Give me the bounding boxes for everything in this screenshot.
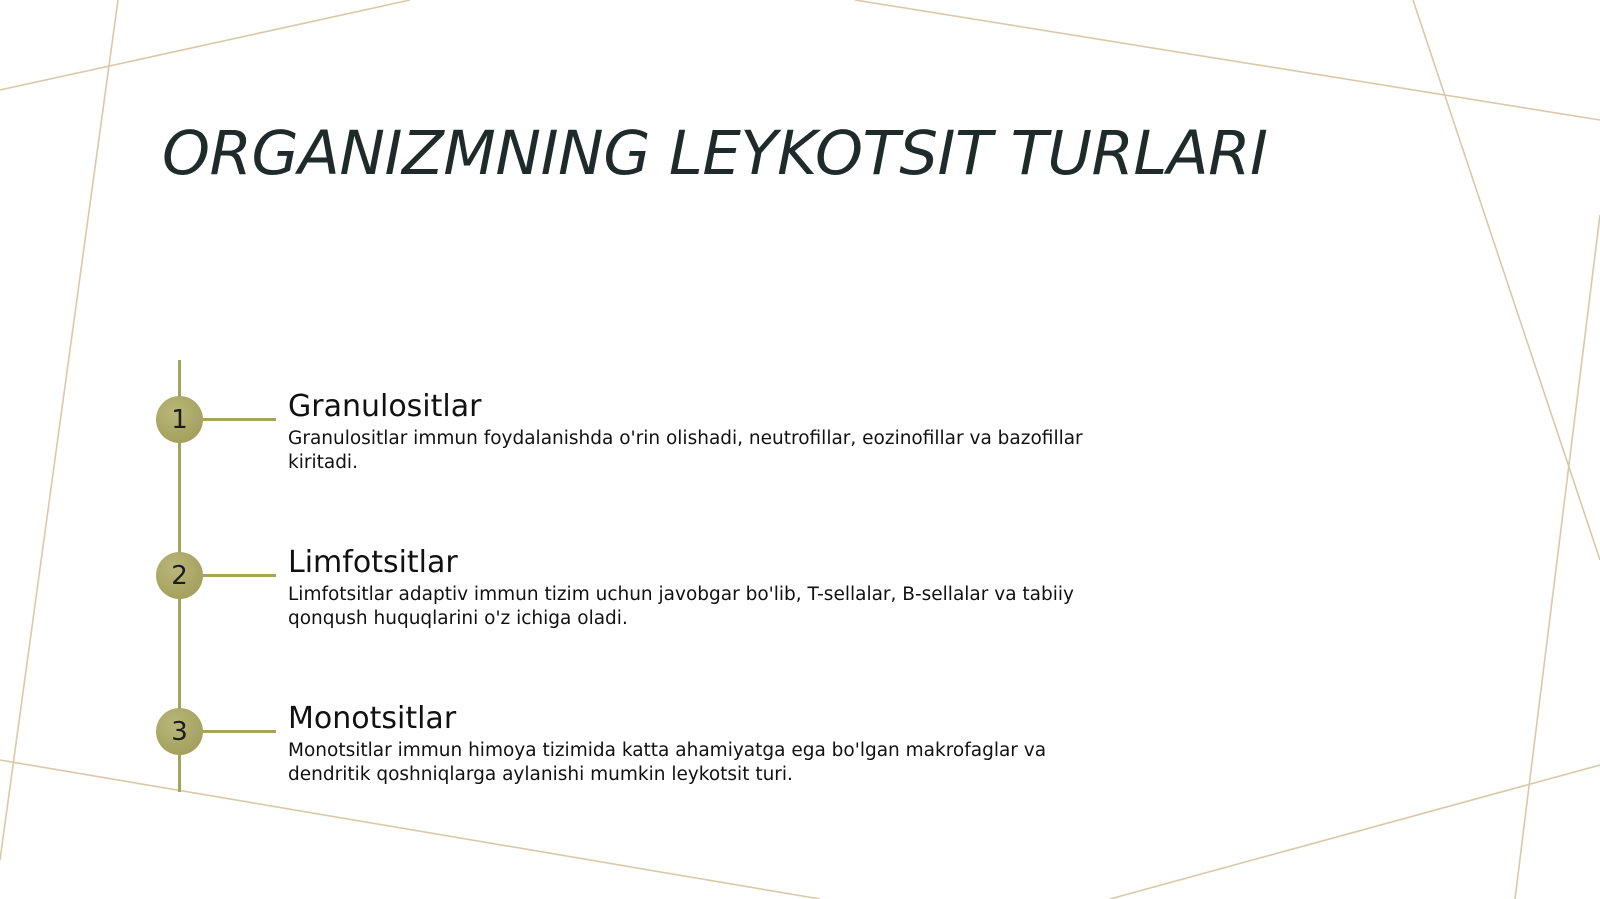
item-heading: Limfotsitlar [288, 545, 458, 580]
timeline-connector [203, 730, 276, 733]
timeline-connector [203, 418, 276, 421]
slide-title: ORGANIZMNING LEYKOTSIT TURLARI [162, 118, 1268, 189]
item-description: Limfotsitlar adaptiv immun tizim uchun javobgar bo'lib, T-sellalar, B-sellalar va tabiiy qonqush huquqlarini o'z ichiga oladi. [288, 584, 1074, 629]
step-number-badge: 1 [156, 396, 203, 443]
item-description: Monotsitlar immun himoya tizimida katta ahamiyatga ega bo'lgan makrofaglar va dendritik qoshniqlarga aylanishi mumkin leykotsit turi. [288, 740, 1047, 785]
item-heading: Monotsitlar [288, 701, 457, 736]
step-number-badge: 2 [156, 552, 203, 599]
item-description: Granulositlar immun foydalanishda o'rin olishadi, neutrofillar, eozinofillar va bazofillar kiritadi. [288, 428, 1083, 473]
item-heading: Granulositlar [288, 389, 482, 424]
timeline-connector [203, 574, 276, 577]
step-number-badge: 3 [156, 708, 203, 755]
